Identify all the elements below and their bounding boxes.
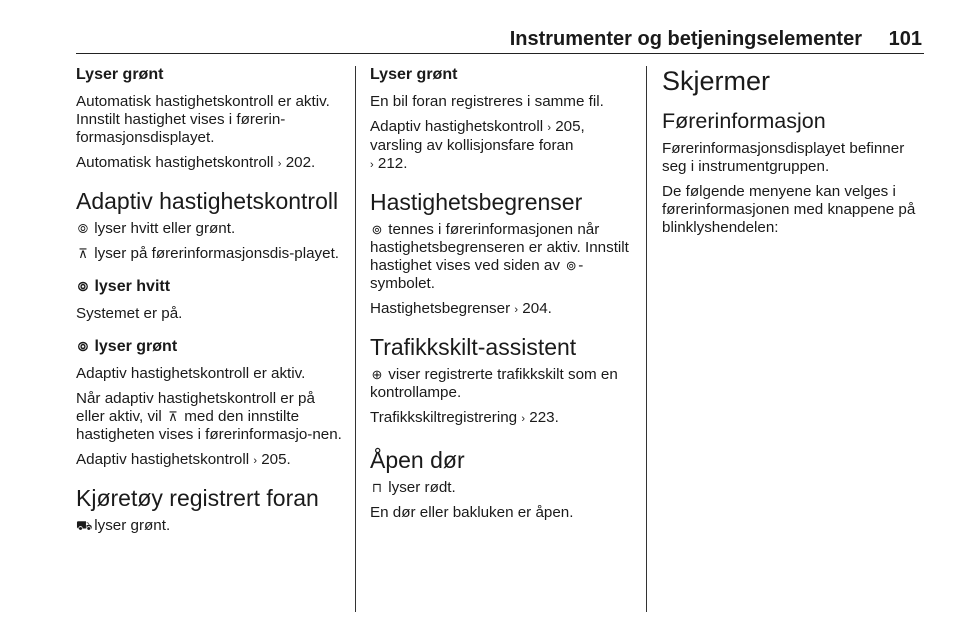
column-2 <box>370 66 638 529</box>
column-3 <box>662 66 924 244</box>
paragraph: ⊼ lyser på førerinformasjonsdis-playet. <box>76 245 344 263</box>
adaptive-cruise-icon: ⦾ <box>77 339 89 354</box>
adaptive-cruise-icon: ⦾ <box>77 221 89 236</box>
reference-arrow-icon: › <box>547 122 551 134</box>
cross-reference: Adaptiv hastighetskontroll › 205. <box>76 451 291 468</box>
page-number: 101 <box>888 28 922 50</box>
door-open-icon: ⊓ <box>371 480 383 495</box>
reference-arrow-icon: › <box>253 455 257 467</box>
paragraph: Systemet er på. <box>76 305 183 322</box>
heading-forerinformasjon: Førerinformasjon <box>662 109 826 133</box>
speed-limiter-icon: ⊚ <box>371 222 383 237</box>
heading-lyser-gront: Lyser grønt <box>370 66 458 83</box>
header-rule <box>76 53 924 54</box>
heading-apen-dor: Åpen dør <box>370 447 465 473</box>
heading-lyser-gront-2: ⦾ lyser grønt <box>77 338 178 355</box>
adaptive-cruise-icon: ⦾ <box>77 279 89 294</box>
reference-arrow-icon: › <box>521 413 526 425</box>
column-divider-1 <box>355 66 356 612</box>
cross-reference: Automatisk hastighetskontroll › 202. <box>76 154 316 171</box>
heading-lyser-gront: Lyser grønt <box>76 66 164 83</box>
reference-arrow-icon: › <box>514 304 519 316</box>
running-title: Instrumenter og betjeningselementer <box>509 28 862 50</box>
heading-hastighetsbegrenser: Hastighetsbegrenser <box>370 189 583 215</box>
car-front-icon: ⛟ <box>76 518 93 533</box>
speed-limiter-icon: ⊚ <box>565 258 577 273</box>
paragraph: En bil foran registreres i samme fil. <box>370 93 604 110</box>
cross-reference: Hastighetsbegrenser › 204. <box>370 300 552 317</box>
vehicle-ahead-icon: ⊼ <box>78 246 88 261</box>
paragraph: ⦾ lyser hvitt eller grønt. <box>77 220 236 237</box>
heading-adaptiv-hastighetskontroll: Adaptiv hastighetskontroll <box>76 188 339 214</box>
cross-reference: Trafikkskiltregistrering › 223. <box>370 409 559 426</box>
column-1 <box>76 66 344 542</box>
paragraph: Førerinformasjonsdisplayet befinner seg i instrumentgruppen. <box>662 140 905 175</box>
traffic-sign-icon: ⊕ <box>371 367 383 382</box>
paragraph: ⛟ lyser grønt. <box>76 517 171 534</box>
heading-kjoretoy-registrert-foran: Kjøretøy registrert foran <box>76 485 319 511</box>
paragraph: De følgende menyene kan velges i førerinformasjonen med knappene på blinklyshendelen: <box>662 183 916 236</box>
paragraph: ⊕ viser registrerte trafikkskilt som en kontrollampe. <box>370 366 618 401</box>
paragraph: Automatisk hastighetskontroll er aktiv. Innstilt hastighet vises i førerin-formasjonsdisplayet. <box>76 93 330 146</box>
heading-lyser-hvitt: ⦾ lyser hvitt <box>77 278 171 295</box>
paragraph: ⊓ lyser rødt. <box>371 479 456 496</box>
heading-trafikkskilt-assistent: Trafikkskilt-assistent <box>370 334 577 360</box>
page-header <box>76 24 924 52</box>
column-divider-2 <box>646 66 647 612</box>
vehicle-ahead-icon: ⊼ <box>168 409 178 424</box>
paragraph: Når adaptiv hastighetskontroll er på eller aktiv, vil ⊼ med den innstilte hastigheten vises i førerinformasjo-nen. <box>76 390 342 443</box>
reference-arrow-icon: › <box>277 158 282 170</box>
paragraph: En dør eller bakluken er åpen. <box>370 504 574 521</box>
cross-reference: Adaptiv hastighetskontroll › 205, varsling av kollisjonsfare foran › 212. <box>370 118 585 172</box>
paragraph: ⊚ tennes i førerinformasjonen når hastighetsbegrenseren er aktiv. Innstilt hastighet vises ved siden av ⊚ -symbolet. <box>370 221 629 292</box>
reference-arrow-icon: › <box>370 159 374 171</box>
heading-skjermer: Skjermer <box>662 66 771 96</box>
paragraph: Adaptiv hastighetskontroll er aktiv. <box>76 365 306 382</box>
